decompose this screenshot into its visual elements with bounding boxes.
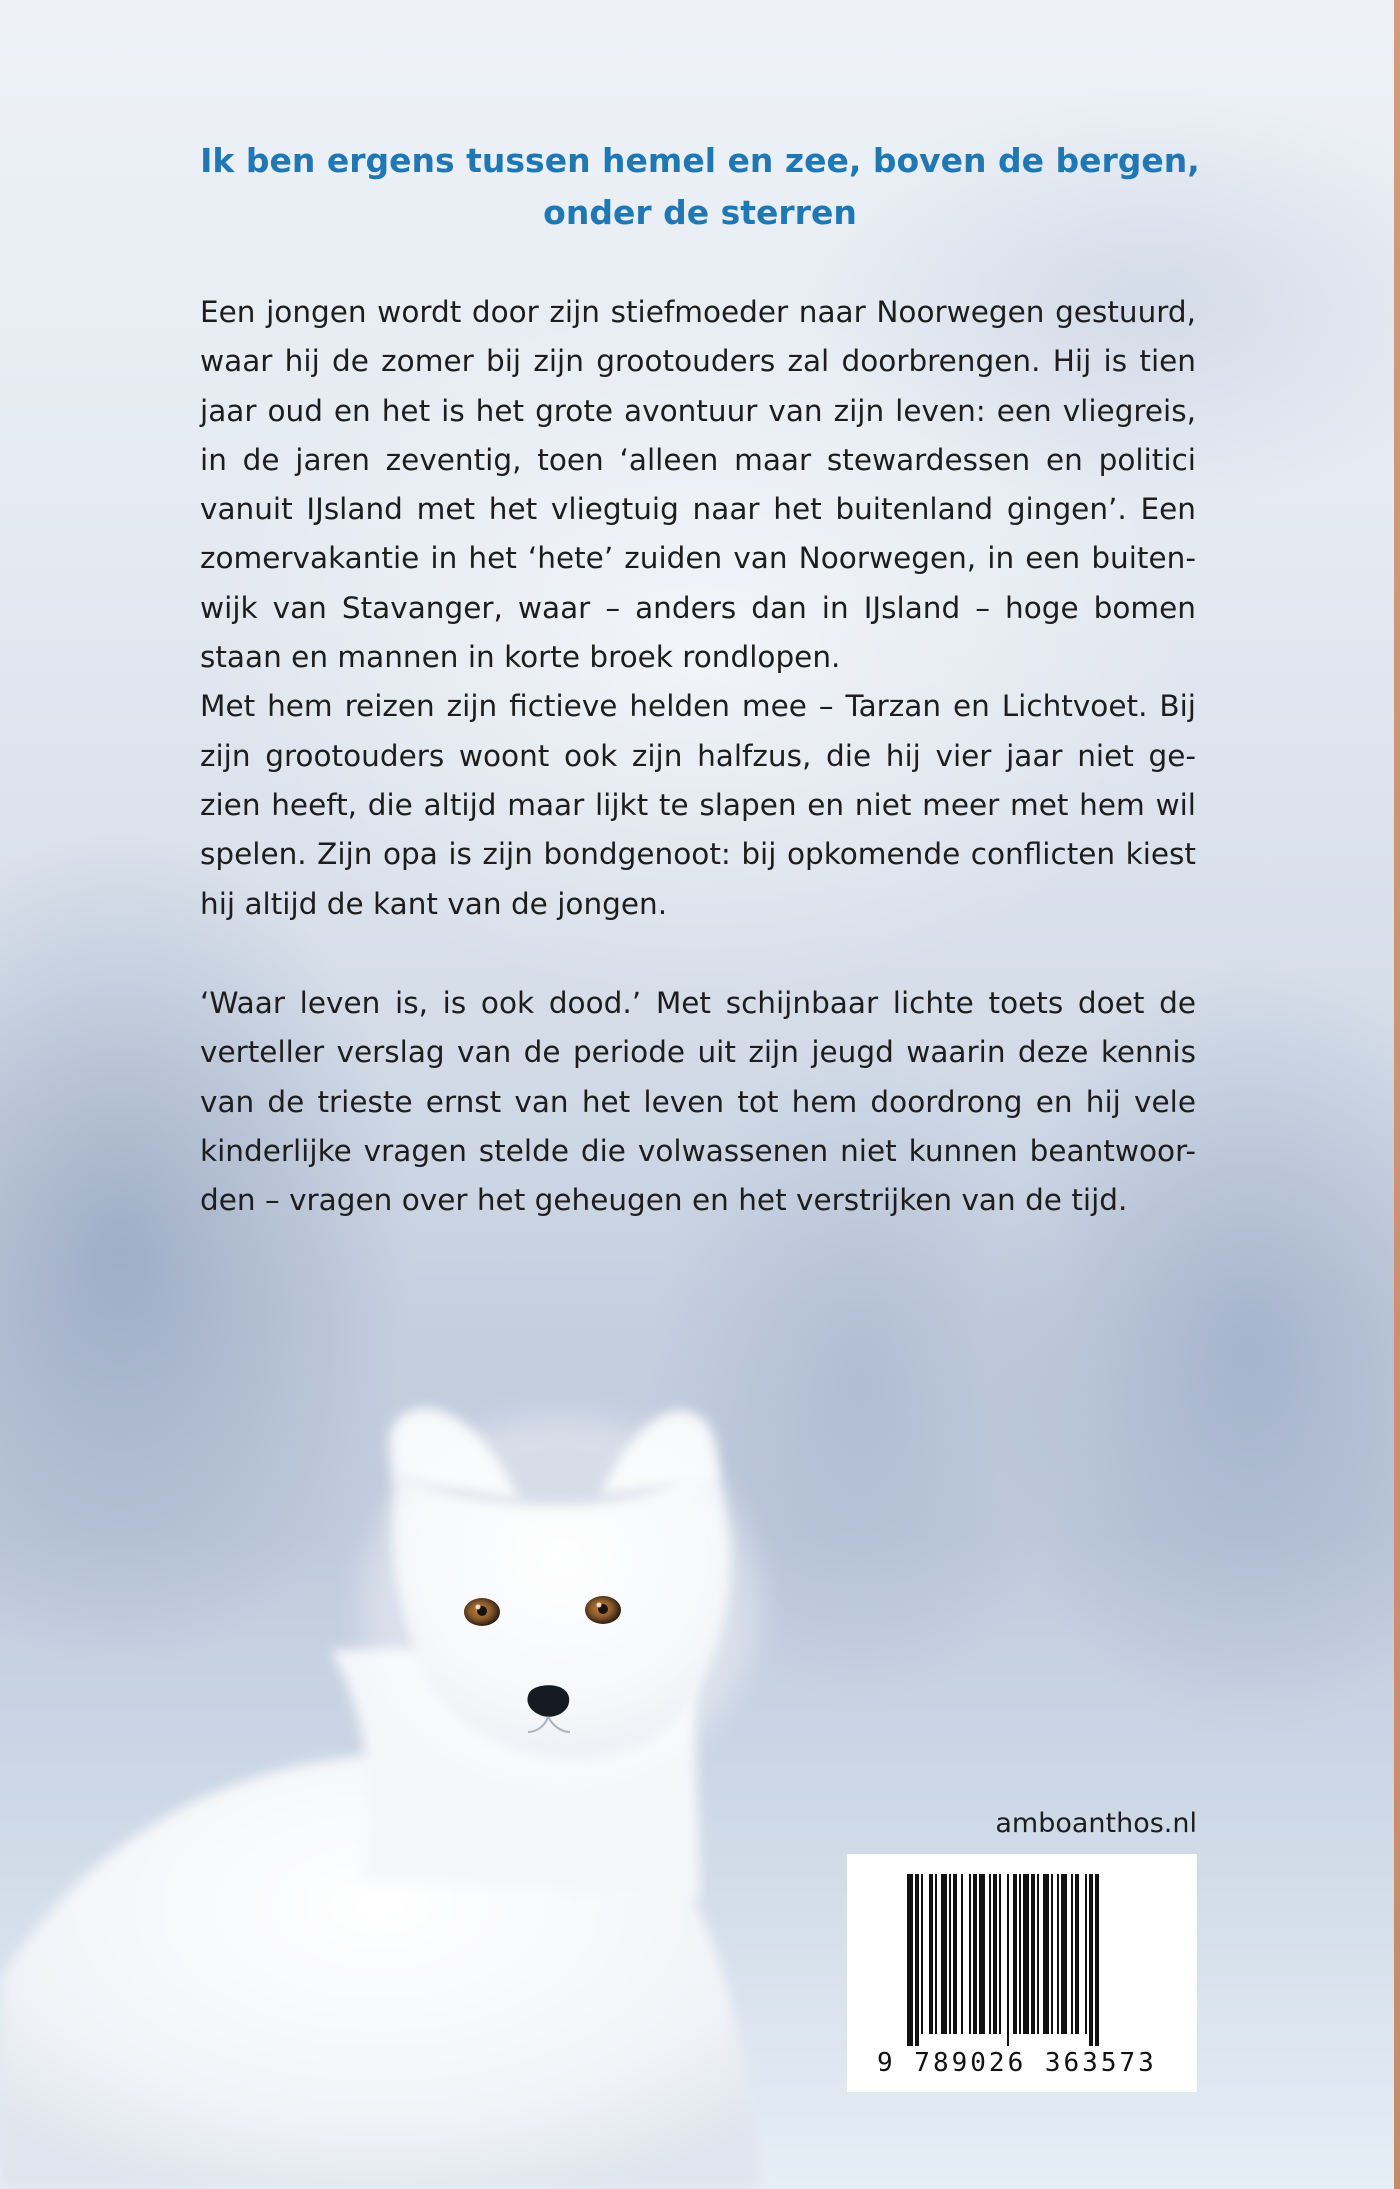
blurb-paragraph-1 (200, 288, 1196, 929)
barcode-bar (915, 1874, 919, 2046)
tagline-line: Ik ben ergens tussen hemel en zee, boven de bergen, (200, 141, 1200, 180)
barcode-bar (1043, 1874, 1049, 2034)
blurb-line: Met hem reizen zijn fictieve helden mee – Tarzan en Lichtvoet. Bij (200, 689, 1196, 724)
barcode-bar (1051, 1874, 1053, 2034)
blurb-line: verteller verslag van de periode uit zijn jeugd waarin deze kennis (200, 1035, 1196, 1070)
blurb-line: zijn grootouders woont ook zijn halfzus, die hij vier jaar niet ge- (200, 738, 1196, 773)
barcode-bar (1095, 1874, 1099, 2046)
publisher-website: amboanthos.nl (995, 1808, 1197, 1839)
barcode-bar (1037, 1874, 1039, 2034)
blurb-line: spelen. Zijn opa is zijn bondgenoot: bij opkomende conflicten kiest (200, 837, 1196, 872)
barcode-bar (1071, 1874, 1073, 2034)
blurb-line: vanuit IJsland met het vliegtuig naar het buitenland gingen’. Een (200, 492, 1196, 527)
barcode-bar (961, 1874, 963, 2034)
barcode-bar (907, 1874, 913, 2046)
blurb-line: zomervakantie in het ‘hete’ zuiden van Noorwegen, in een buiten- (200, 541, 1196, 576)
barcode-bar (1061, 1874, 1067, 2034)
barcode-bar (1007, 1874, 1009, 2046)
blurb-line: zien heeft, die altijd maar lijkt te slapen en niet meer met hem wil (200, 787, 1196, 822)
barcode-bar (979, 1874, 985, 2034)
barcode-bar (1013, 1874, 1017, 2034)
blurb-paragraph-2 (200, 979, 1196, 1225)
barcode-bar (953, 1874, 957, 2034)
blurb-line: den – vragen over het geheugen en het verstrijken van de tijd. (200, 1183, 1128, 1218)
barcode-bar (929, 1874, 933, 2034)
blurb-line: kinderlijke vragen stelde die volwassenen niet kunnen beantwoor- (200, 1133, 1196, 1168)
isbn-number: 9 789026 363573 (877, 2048, 1157, 2078)
barcode-bar (969, 1874, 971, 2034)
blurb-line: in de jaren zeventig, toen ‘alleen maar stewardessen en politici (200, 442, 1196, 477)
blurb-line: jaar oud en het is het grote avontuur van zijn leven: een vliegreis, (200, 393, 1196, 428)
barcode-bar (973, 1874, 977, 2034)
barcode-bar (935, 1874, 937, 2034)
blurb-line: Een jongen wordt door zijn stiefmoeder naar Noorwegen gestuurd, (200, 295, 1196, 329)
barcode-bar (949, 1874, 951, 2034)
barcode-bar (941, 1874, 947, 2034)
isbn-barcode (847, 1854, 1197, 2092)
blurb-line: ‘Waar leven is, is ook dood.’ Met schijnbaar lichte toets doet de (200, 986, 1196, 1020)
barcode-bar (999, 1874, 1001, 2034)
barcode-bar (921, 1874, 923, 2034)
tagline-line: onder de sterren (543, 193, 857, 232)
barcode-bar (1089, 1874, 1093, 2046)
blurb-line: wijk van Stavanger, waar – anders dan in IJsland – hoge bomen (200, 590, 1196, 625)
barcode-bar (1075, 1874, 1079, 2034)
barcode-bar (1057, 1874, 1059, 2034)
barcode-bar (1023, 1874, 1029, 2034)
barcode-bar (989, 1874, 991, 2034)
blurb-line: van de trieste ernst van het leven tot hem doordrong en hij vele (200, 1084, 1196, 1119)
tagline (200, 135, 1200, 239)
blurb-line: hij altijd de kant van de jongen. (200, 886, 668, 921)
barcode-bar (993, 1874, 997, 2034)
barcode-bar (1085, 1874, 1087, 2034)
barcode-bar (1031, 1874, 1035, 2034)
blurb-line: waar hij de zomer bij zijn grootouders zal doorbrengen. Hij is tien (200, 344, 1196, 379)
barcode-bar (1019, 1874, 1021, 2034)
blurb-line: staan en mannen in korte broek rondlopen. (200, 640, 841, 675)
